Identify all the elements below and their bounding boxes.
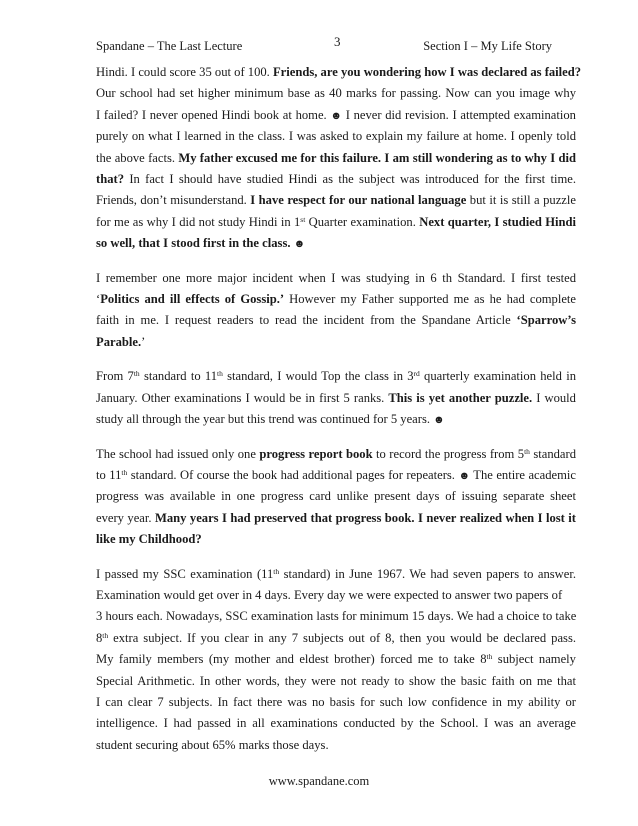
text-run-bold: Politics and ill effects of Gossip.’ bbox=[100, 292, 285, 307]
text-line bbox=[96, 649, 576, 670]
text-line bbox=[96, 190, 576, 211]
text-run-bold: This is yet another puzzle. bbox=[388, 390, 533, 405]
text-line bbox=[96, 332, 576, 353]
text-run: standard to 11 bbox=[139, 369, 218, 384]
superscript: th bbox=[524, 446, 530, 456]
text-run: to 11 bbox=[96, 467, 122, 482]
text-line bbox=[96, 628, 576, 649]
text-line bbox=[96, 148, 576, 169]
text-line: Examination would get over in 4 days. Every day we were expected to answer two papers of bbox=[96, 587, 563, 602]
superscript: st bbox=[300, 214, 306, 224]
text-line bbox=[96, 508, 576, 529]
text-run-bold: Many years I had preserved that progress book. I never realized when I lost it bbox=[154, 510, 576, 525]
text-line: Our school had set higher minimum base as 40 marks for passing. Now can you image why bbox=[96, 86, 576, 101]
document-body bbox=[96, 62, 582, 769]
text-run-bold: ‘Sparrow’s bbox=[516, 313, 576, 328]
text-run: standard. Of course the book had additional pages for repeaters. bbox=[127, 467, 455, 482]
text-run-bold: I have respect for our national language bbox=[250, 193, 467, 208]
superscript: th bbox=[133, 369, 140, 379]
paragraph-2 bbox=[96, 268, 576, 354]
text-line bbox=[96, 366, 576, 387]
text-run: subject namely bbox=[492, 652, 576, 667]
text-run: In fact I should have studied Hindi as the subject was introduced for the first time. bbox=[124, 172, 576, 187]
smiley-icon: ☻ bbox=[293, 238, 306, 251]
text-run: quarterly examination held in bbox=[419, 369, 576, 384]
text-run-bold: My father excused me for this failure. I am still wondering as to why I did bbox=[178, 150, 576, 165]
text-run: study all through the year but this trend was continued for 5 years. bbox=[96, 412, 431, 427]
text-run: Hindi. I could score 35 out of 100. bbox=[96, 65, 273, 79]
text-line bbox=[96, 233, 576, 254]
text-run: extra subject. If you clear in any 7 subjects out of 8, then you would be declared pass. bbox=[108, 630, 576, 645]
text-line bbox=[96, 62, 582, 83]
text-line bbox=[96, 388, 576, 409]
superscript: rd bbox=[413, 369, 420, 379]
text-line: Special Arithmetic. In other words, they were not ready to show the basic faith on me that bbox=[96, 673, 576, 688]
page-footer-url: www.spandane.com bbox=[268, 774, 370, 788]
paragraph-4 bbox=[96, 444, 576, 551]
text-run-bold: progress report book bbox=[259, 446, 373, 461]
text-line bbox=[96, 169, 576, 190]
text-run-bold: Parable. bbox=[96, 334, 142, 349]
text-line: 3 hours each. Nowadays, SSC examination lasts for minimum 15 days. We had a choice to take bbox=[96, 609, 577, 624]
text-run: I would bbox=[532, 390, 576, 405]
text-run-bold: like my Childhood? bbox=[96, 532, 202, 547]
smiley-icon: ☻ bbox=[458, 469, 471, 482]
text-run: ’ bbox=[141, 334, 146, 349]
smiley-icon: ☻ bbox=[330, 109, 342, 122]
text-line: progress was available in one progress card unlike present days of issuing separate sheet bbox=[96, 489, 576, 504]
header-section-title: Section I – My Life Story bbox=[423, 39, 552, 53]
superscript: th bbox=[486, 652, 493, 662]
text-run: to record the progress from 5 bbox=[372, 446, 525, 461]
text-run: However my Father supported me as he had complete bbox=[284, 292, 577, 307]
page-number: 3 bbox=[334, 34, 341, 49]
text-line: student securing about 65% marks those days. bbox=[96, 737, 329, 752]
text-run-bold: so well, that I stood first in the class. bbox=[96, 236, 291, 251]
text-line bbox=[96, 310, 576, 331]
text-run: January. Other examinations I would be in first 5 ranks. bbox=[96, 390, 389, 405]
text-line bbox=[96, 105, 576, 126]
text-run: standard) in June 1967. We had seven papers to answer. bbox=[279, 566, 576, 581]
text-line: intelligence. I had passed in all examinations conducted by the School. I was an average bbox=[96, 716, 576, 731]
text-line bbox=[96, 409, 576, 430]
text-line bbox=[96, 465, 576, 486]
header-document-title: Spandane – The Last Lecture bbox=[96, 39, 243, 53]
text-run: From 7 bbox=[96, 369, 134, 384]
superscript: th bbox=[273, 566, 280, 576]
text-line: I remember one more major incident when I was studying in 6 th Standard. I first tested bbox=[96, 270, 576, 285]
text-run: but it is still a puzzle bbox=[466, 193, 576, 208]
paragraph-5 bbox=[96, 564, 576, 757]
text-run-bold: that? bbox=[96, 172, 124, 187]
text-run-bold: Next quarter, I studied Hindi bbox=[419, 214, 576, 229]
text-line bbox=[96, 444, 576, 465]
paragraph-1 bbox=[96, 62, 582, 255]
text-run: The school had issued only one bbox=[96, 446, 260, 461]
superscript: th bbox=[121, 467, 128, 477]
text-run: standard, I would Top the class in 3 bbox=[222, 369, 414, 384]
text-run-bold: Friends, are you wondering how I was declared as failed? bbox=[272, 65, 582, 79]
text-line bbox=[96, 564, 576, 585]
text-line: I can clear 7 subjects. In fact there was no basis for such low confidence in my ability or bbox=[96, 694, 576, 709]
text-line bbox=[96, 212, 576, 233]
text-line: purely on what I learned in the class. I was asked to explain my failure at home. I openly told bbox=[96, 129, 576, 144]
paragraph-3 bbox=[96, 366, 576, 430]
text-run: I failed? I never opened Hindi book at home. bbox=[96, 107, 327, 122]
text-run: Quarter examination. bbox=[305, 214, 420, 229]
smiley-icon: ☻ bbox=[433, 414, 445, 427]
text-run: standard bbox=[529, 446, 577, 461]
text-run: for me as why I did not study Hindi in 1 bbox=[96, 214, 301, 229]
text-run: I never did revision. I attempted examination bbox=[345, 107, 576, 122]
text-run: My family members (my mother and eldest brother) forced me to take 8 bbox=[96, 652, 487, 667]
text-run: The entire academic bbox=[473, 467, 576, 482]
text-run: every year. bbox=[96, 510, 155, 525]
superscript: th bbox=[102, 630, 109, 640]
text-run: Friends, don’t misunderstand. bbox=[96, 193, 251, 208]
page-header bbox=[96, 34, 552, 54]
text-run: 8 bbox=[96, 630, 103, 645]
text-run: the above facts. bbox=[96, 150, 179, 165]
superscript: th bbox=[217, 369, 223, 379]
text-run: ‘ bbox=[96, 292, 101, 307]
text-line bbox=[96, 289, 576, 310]
text-run: faith in me. I request readers to read the incident from the Spandane Article bbox=[96, 313, 517, 328]
text-line bbox=[96, 529, 576, 550]
text-run: I passed my SSC examination (11 bbox=[96, 566, 274, 581]
